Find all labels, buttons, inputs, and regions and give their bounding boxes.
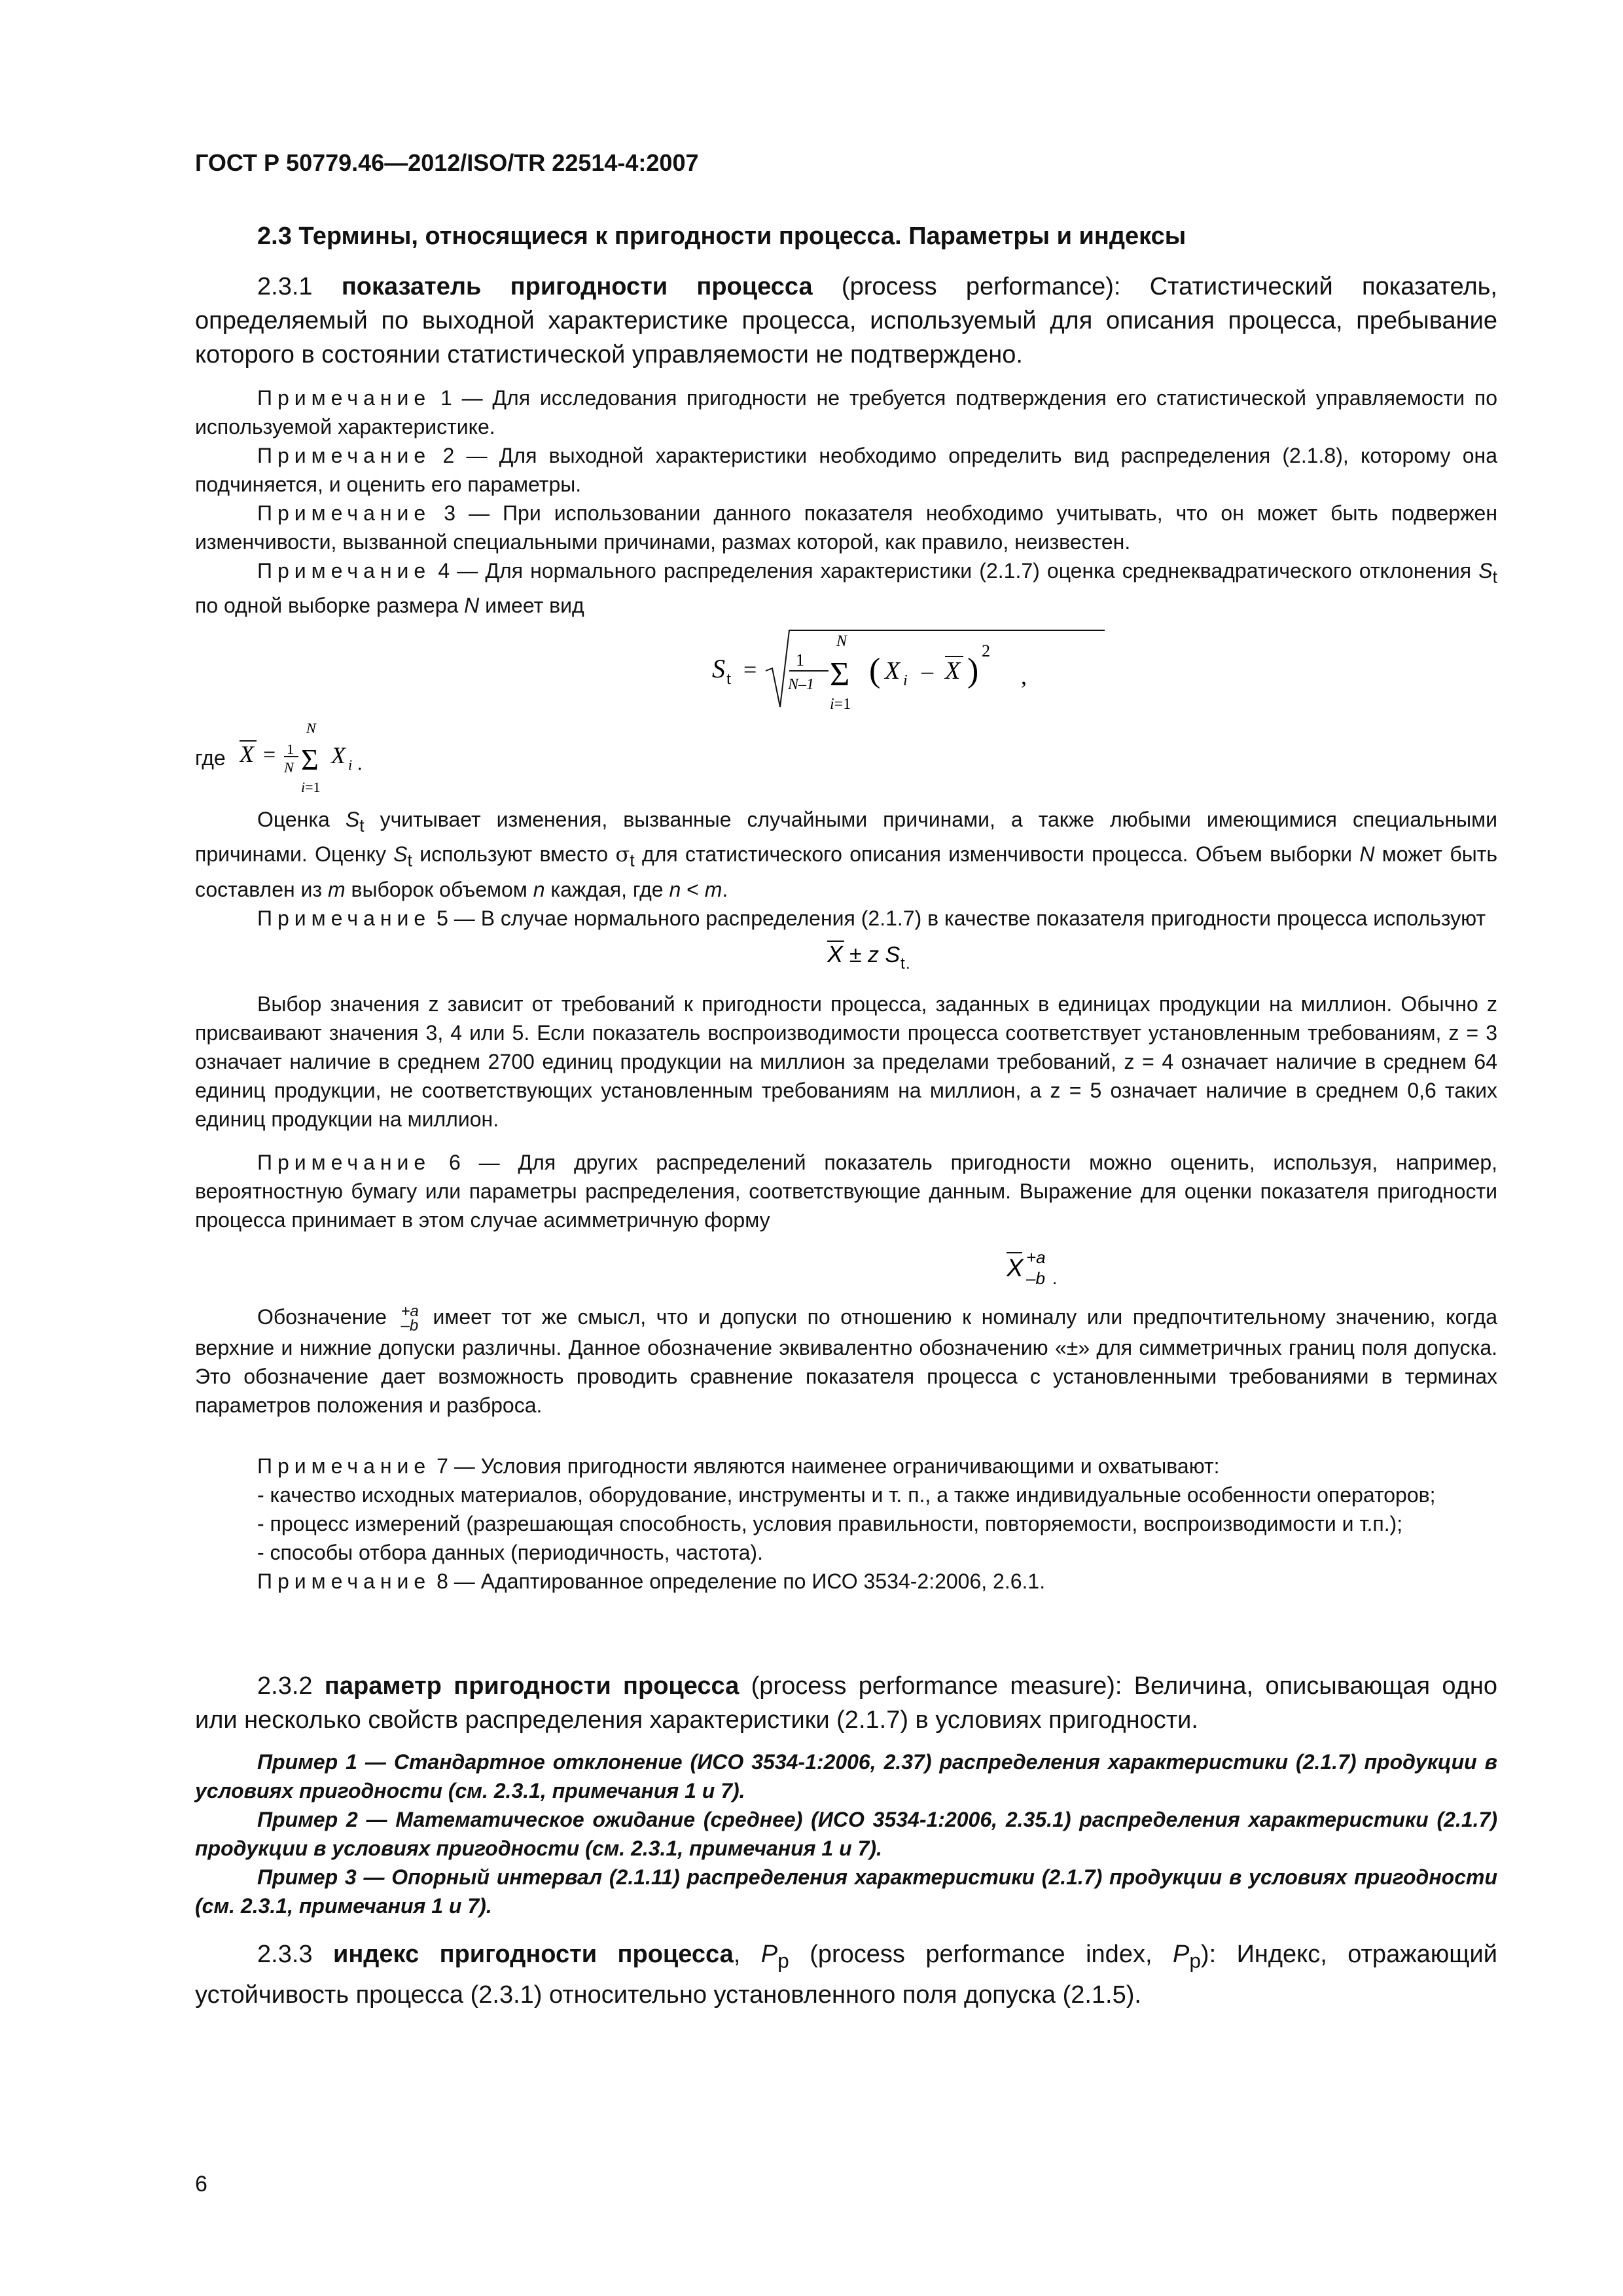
note-7-item-3: - способы отбора данных (периодичность, частота). <box>257 1541 763 1564</box>
svg-text:X: X <box>885 657 901 685</box>
svg-text:±: ± <box>849 942 862 967</box>
svg-text:i: i <box>348 757 353 773</box>
svg-text:t: t <box>726 669 732 688</box>
svg-text:): ) <box>967 652 979 689</box>
svg-text:N: N <box>836 633 847 650</box>
svg-text:i: i <box>903 672 908 689</box>
note-7: Примечание 7 — Условия пригодности являются наименее ограничивающими и охватывают: <box>257 1454 1220 1478</box>
clause-number: 2.3.3 <box>257 1941 313 1968</box>
term: индекс пригодности процесса <box>332 1941 734 1968</box>
svg-text:2: 2 <box>982 641 990 660</box>
svg-text:=: = <box>263 743 276 767</box>
notes-1-4 <box>195 384 1497 620</box>
svg-text:N: N <box>284 759 294 776</box>
clause-2-3-2 <box>195 1669 1497 1737</box>
examples <box>195 1748 1497 1920</box>
svg-text:i=1: i=1 <box>301 779 321 795</box>
svg-text:Σ: Σ <box>301 743 319 776</box>
svg-text:(: ( <box>869 652 881 689</box>
where-label: где <box>195 746 226 770</box>
clause-2-3-1 <box>195 270 1497 372</box>
definition: (process performance measure): Величина, описывающая одно или несколько свойств распределения характеристики (2.1.7) в условиях пригодности. <box>195 1672 1498 1734</box>
svg-text:.: . <box>906 955 910 973</box>
note-7-item-2: - процесс измерений (разрешающая способность, условия правильности, повторяемости, воспроизводимости и т.п.); <box>257 1512 1403 1535</box>
svg-text:Σ: Σ <box>830 656 850 693</box>
page-number: 6 <box>195 2172 207 2197</box>
svg-text:,: , <box>1021 663 1027 689</box>
svg-text:.: . <box>357 753 363 774</box>
note-1: Примечание 1 — Для исследования пригодности не требуется подтверждения его статистической управляемости по используемой характеристике. <box>195 386 1497 439</box>
svg-text:+a: +a <box>1026 1247 1046 1267</box>
section-title: 2.3 Термины, относящиеся к пригодности процесса. Параметры и индексы <box>257 223 1186 250</box>
example-1: Пример 1 — Стандартное отклонение (ИСО 3534-1:2006, 2.37) распределения характеристики (2.1.7) продукции в условиях пригодности (см. 2.3.1, примечания 1 и 7). <box>195 1750 1497 1803</box>
note-4: Примечание 4 — Для нормального распределения характеристики (2.1.7) оценка среднеквадратического отклонения $S_t$ по одной выборке размера N имеет вид <box>195 559 1497 618</box>
svg-text:–: – <box>921 658 933 684</box>
svg-text:X: X <box>827 941 844 967</box>
example-3: Пример 3 — Опорный интервал (2.1.11) распределения характеристики (2.1.7) продукции в условиях пригодности (см. 2.3.1, примечания 1 и 7). <box>195 1865 1497 1918</box>
svg-text:i=1: i=1 <box>830 696 851 713</box>
clause-2-3-3: 2.3.3 индекс пригодности процесса, $P_p$ (process performance index, $P_p$): Индекс, отражающий устойчивость процесса (2.3.1) относительно установленного поля допуска (2.1.5). <box>195 1941 1497 2009</box>
estimate-paragraph: Оценка $S_t$ учитывает изменения, вызванные случайными причинами, а также любыми имеющимися специальными причинами. Оценку $S_t$ используют вместо $\sigma_t$ для статистического описания изменчивости процесса. Объем выборки N может быть составлен из m выборок объемом n каждая, где n < m. Примечание 5 — В случае нормального распределения (2.1.7) в качестве показателя пригодности процесса используют <box>195 805 1497 933</box>
note-6: Примечание 6 — Для других распределений показатель пригодности можно оценить, используя, например, вероятностную бумагу или параметры распределения, соответствующие данным. Выражение для оценки показателя пригодности процесса принимает в этом случае асимметричную форму <box>195 1151 1497 1232</box>
svg-text:X: X <box>945 657 961 685</box>
svg-text:t: t <box>901 955 905 973</box>
note-8: Примечание 8 — Адаптированное определение по ИСО 3534-2:2006, 2.6.1. <box>257 1570 1046 1593</box>
term: показатель пригодности процесса <box>341 273 813 300</box>
example-2: Пример 2 — Математическое ожидание (среднее) (ИСО 3534-1:2006, 2.35.1) распределения характеристики (2.1.7) продукции в условиях пригодности (см. 2.3.1, примечания 1 и 7). <box>195 1808 1497 1860</box>
clause-number: 2.3.2 <box>257 1672 313 1700</box>
note-3: Примечание 3 — При использовании данного показателя необходимо учитывать, что он может быть подвержен изменчивости, вызванной специальными причинами, размах которой, как правило, неизвестен. <box>195 501 1497 554</box>
formula-st <box>712 625 1183 723</box>
note-2: Примечание 2 — Для выходной характеристики необходимо определить вид распределения (2.1.8), которому она подчиняется, и оценить его параметры. <box>195 444 1497 496</box>
svg-text:–b: –b <box>1026 1268 1045 1288</box>
svg-text:1: 1 <box>796 651 804 670</box>
note-5: Примечание 5 — В случае нормального распределения (2.1.7) в качестве показателя пригодности процесса используют <box>257 906 1486 930</box>
svg-text:X: X <box>331 742 346 768</box>
choice-paragraph: Выбор значения z зависит от требований к пригодности процесса, заданных в единицах продукции на миллион. Обычно z присваивают значения 3, 4 или 5. Если показатель воспроизводимости процесса соответствует установленным требованиям, z = 3 означает наличие в среднем 2700 единиц продукции на миллион за пределами требований, z = 4 означает наличие в среднем 64 единиц продукции, не соответствующих установленным требованиям на миллион, а z = 5 означает наличие в среднем 0,6 таких единиц продукции на миллион. <box>195 992 1497 1131</box>
svg-text:1: 1 <box>287 741 294 757</box>
svg-text:=: = <box>743 656 757 683</box>
svg-text:X: X <box>240 741 254 767</box>
term: параметр пригодности процесса <box>324 1672 740 1700</box>
svg-text:N–1: N–1 <box>788 676 815 693</box>
note-7-block <box>195 1452 1497 1596</box>
clause-number: 2.3.1 <box>257 273 313 300</box>
svg-text:S: S <box>712 654 725 683</box>
designation-paragraph: Обозначение +a –b имеет тот же смысл, что и допуски по отношению к номиналу или предпочтительному значению, когда верхние и нижние допуски различны. Данное обозначение эквивалентно обозначению «±» для симметричных границ поля допуска. Это обозначение дает возможность проводить сравнение показателя процесса с установленными требованиями в терминах параметров положения и разброса. <box>195 1302 1498 1417</box>
svg-text:X: X <box>1007 1255 1024 1282</box>
svg-text:.: . <box>1052 1268 1058 1288</box>
formula-mean <box>240 720 410 798</box>
document-header: ГОСТ Р 50779.46—2012/ISO/TR 22514-4:2007 <box>195 149 699 176</box>
note-7-item-1: - качество исходных материалов, оборудование, инструменты и т. п., а также индивидуальные особенности операторов; <box>257 1483 1436 1507</box>
formula-pm <box>827 936 958 975</box>
svg-text:N: N <box>306 720 316 736</box>
svg-text:z S: z S <box>868 942 901 967</box>
note-6-block <box>195 1148 1497 1234</box>
definition: (process performance): Статистический показатель, определяемый по выходной характеристике процесса, используемый для описания процесса, пребывание которого в состоянии статистической управляемости не подтверждено. <box>195 273 1497 368</box>
formula-asym <box>1007 1244 1098 1296</box>
